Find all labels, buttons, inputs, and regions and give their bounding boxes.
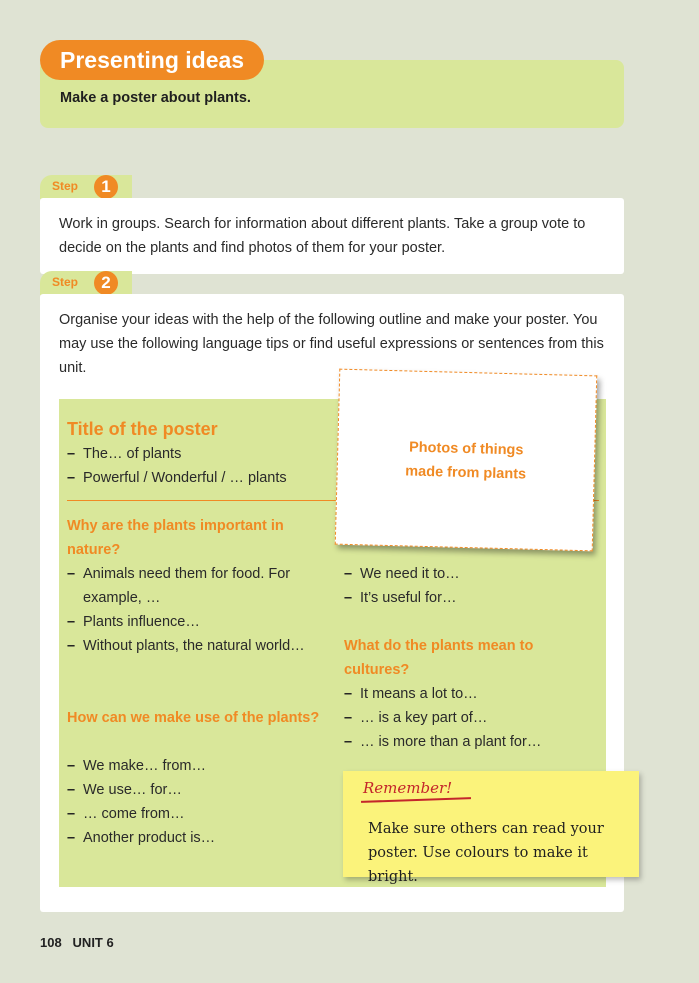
step-1-box xyxy=(40,198,624,274)
list-item: – Animals need them for food. For example, … xyxy=(67,562,322,610)
list-item: – It means a lot to… xyxy=(344,682,594,706)
list-item: – Powerful / Wonderful / … plants xyxy=(67,466,327,490)
list-item: – We use… for… xyxy=(67,778,327,802)
list-item: – It’s useful for… xyxy=(344,586,594,610)
poster-title-heading: Title of the poster xyxy=(67,419,218,439)
step-1-text: Work in groups. Search for information about different plants. Take a group vote to decide on the plants and find photos of them for your poster. xyxy=(59,216,586,256)
why-heading: Why are the plants important in nature? xyxy=(67,518,284,558)
list-item: – … come from… xyxy=(67,802,327,826)
need-tips-list xyxy=(344,562,594,610)
list-item: – The… of plants xyxy=(67,442,327,466)
photo-placeholder-card xyxy=(335,369,598,552)
list-item: – … is a key part of… xyxy=(344,706,594,730)
remember-title: Remember! xyxy=(363,779,453,797)
page-footer xyxy=(40,935,114,950)
list-item: – … is more than a plant for… xyxy=(344,730,594,754)
step-2-word: Step xyxy=(52,275,79,289)
photo-placeholder-text: Photos of things made from plants xyxy=(405,439,527,483)
list-item: – Plants influence… xyxy=(67,610,322,634)
use-tips-list xyxy=(67,754,327,850)
unit-label: UNIT 6 xyxy=(72,935,114,950)
list-item: – Another product is… xyxy=(67,826,327,850)
culture-heading: What do the plants mean to cultures? xyxy=(344,638,534,678)
page-number: 108 xyxy=(40,935,62,950)
use-heading: How can we make use of the plants? xyxy=(67,710,320,726)
step-1-number: 1 xyxy=(94,175,118,199)
step-2-number: 2 xyxy=(94,271,118,295)
list-item: – Without plants, the natural world… xyxy=(67,634,322,658)
why-tips-list xyxy=(67,562,322,658)
step-2-text: Organise your ideas with the help of the following outline and make your poster. You may use the following language tips or find useful expressions or sentences from this unit. xyxy=(59,312,604,376)
culture-tips-list xyxy=(344,682,594,754)
remember-underline xyxy=(361,797,471,803)
list-item: – We need it to… xyxy=(344,562,594,586)
step-1-word: Step xyxy=(52,179,79,193)
list-item: – We make… from… xyxy=(67,754,327,778)
step-1-label xyxy=(40,175,132,199)
remember-note xyxy=(343,771,639,885)
title-tips-list xyxy=(67,442,327,490)
page-title: Presenting ideas xyxy=(40,40,264,80)
page-subtitle: Make a poster about plants. xyxy=(60,90,251,106)
step-2-label xyxy=(40,271,132,295)
remember-text: Make sure others can read your poster. Use colours to make it bright. xyxy=(368,821,604,885)
